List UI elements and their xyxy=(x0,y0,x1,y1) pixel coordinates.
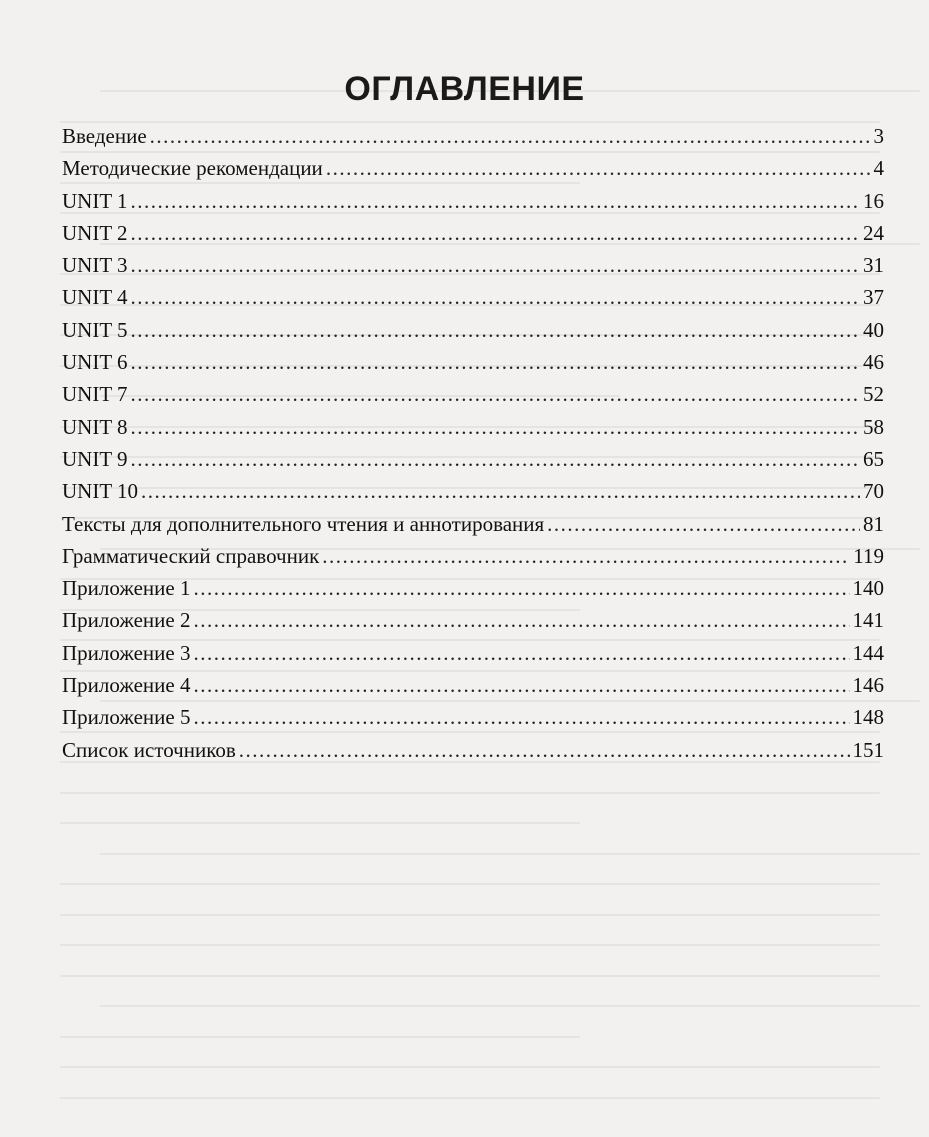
toc-entry-page-number: 37 xyxy=(863,285,884,310)
toc-entry xyxy=(62,152,884,184)
bleed-line xyxy=(60,1036,580,1038)
toc-entry-page-number: 81 xyxy=(863,511,884,536)
toc-entry-label: Введение xyxy=(62,124,147,148)
toc-entry-page-number: 58 xyxy=(863,414,884,439)
toc-entry-label: Приложение 5 xyxy=(62,705,191,730)
toc-leader-dots xyxy=(547,508,860,540)
toc-entry-label: UNIT 8 xyxy=(62,414,128,439)
toc-entry-page-number: 46 xyxy=(863,350,884,375)
toc-leader-dots xyxy=(131,281,860,313)
toc-entry xyxy=(62,120,884,152)
toc-leader-dots xyxy=(141,475,860,507)
toc-entry-label: Грамматический справочник xyxy=(62,543,320,568)
toc-entry-label: Приложение 4 xyxy=(62,673,191,698)
bleed-line xyxy=(100,853,920,855)
toc-entry-label: UNIT 9 xyxy=(62,446,128,471)
toc-leader-dots xyxy=(193,701,849,733)
toc-entry-label: Приложение 1 xyxy=(62,576,191,601)
bleed-line xyxy=(100,1005,920,1007)
toc-entry xyxy=(62,572,884,604)
toc-leader-dots xyxy=(131,411,860,443)
toc-entry-page-number: 4 xyxy=(873,156,884,181)
toc-leader-dots xyxy=(131,217,860,249)
toc-leader-dots xyxy=(150,120,871,152)
toc-entry xyxy=(62,637,884,669)
toc-entry-label: UNIT 3 xyxy=(62,253,128,278)
bleed-line xyxy=(60,792,880,794)
toc-entry-label: Список источников xyxy=(62,737,236,762)
toc-entry xyxy=(62,281,884,313)
toc-entry-label: UNIT 10 xyxy=(62,479,139,504)
toc-entry-page-number: 144 xyxy=(852,640,884,665)
toc-entry-page-number: 3 xyxy=(873,124,884,148)
toc-entry xyxy=(62,378,884,410)
toc-leader-dots xyxy=(131,249,860,281)
toc-entry xyxy=(62,701,884,733)
toc-entry-label: UNIT 5 xyxy=(62,317,128,342)
bleed-line xyxy=(60,914,880,916)
toc-entry-page-number: 151 xyxy=(852,737,884,762)
table-of-contents xyxy=(62,120,884,766)
toc-leader-dots xyxy=(322,540,850,572)
toc-entry-page-number: 65 xyxy=(863,446,884,471)
toc-entry-page-number: 140 xyxy=(852,576,884,601)
toc-leader-dots xyxy=(131,443,860,475)
toc-entry-page-number: 52 xyxy=(863,382,884,407)
toc-entry xyxy=(62,443,884,475)
toc-leader-dots xyxy=(193,572,849,604)
toc-entry-page-number: 148 xyxy=(852,705,884,730)
toc-leader-dots xyxy=(131,378,860,410)
toc-leader-dots xyxy=(193,604,849,636)
toc-entry xyxy=(62,217,884,249)
toc-leader-dots xyxy=(131,314,860,346)
toc-entry xyxy=(62,540,884,572)
toc-entry xyxy=(62,249,884,281)
toc-entry-label: Приложение 3 xyxy=(62,640,191,665)
toc-entry xyxy=(62,411,884,443)
toc-entry-page-number: 119 xyxy=(853,543,884,568)
toc-entry-page-number: 24 xyxy=(863,220,884,245)
toc-entry-label: UNIT 2 xyxy=(62,220,128,245)
toc-leader-dots xyxy=(193,669,849,701)
toc-entry-label: UNIT 1 xyxy=(62,188,128,213)
toc-leader-dots xyxy=(193,637,849,669)
toc-leader-dots xyxy=(131,185,860,217)
toc-entry-page-number: 16 xyxy=(863,188,884,213)
toc-entry xyxy=(62,185,884,217)
page-title: ОГЛАВЛЕНИЕ xyxy=(344,70,585,108)
bleed-line xyxy=(60,1066,880,1068)
toc-entry xyxy=(62,669,884,701)
bleed-line xyxy=(60,822,580,824)
toc-entry xyxy=(62,604,884,636)
toc-entry-page-number: 31 xyxy=(863,253,884,278)
toc-leader-dots xyxy=(239,734,850,766)
toc-entry-label: UNIT 4 xyxy=(62,285,128,310)
toc-entry xyxy=(62,475,884,507)
toc-entry-label: UNIT 6 xyxy=(62,350,128,375)
bleed-line xyxy=(60,975,880,977)
toc-leader-dots xyxy=(326,152,871,184)
toc-entry-page-number: 40 xyxy=(863,317,884,342)
toc-leader-dots xyxy=(131,346,860,378)
toc-entry-page-number: 141 xyxy=(852,608,884,633)
toc-entry xyxy=(62,734,884,766)
bleed-line xyxy=(60,883,880,885)
toc-entry-label: UNIT 7 xyxy=(62,382,128,407)
toc-entry-label: Приложение 2 xyxy=(62,608,191,633)
toc-entry-label: Тексты для дополнительного чтения и аннотирования xyxy=(62,511,545,536)
bleed-line xyxy=(60,1097,880,1099)
toc-entry xyxy=(62,314,884,346)
toc-entry-page-number: 70 xyxy=(863,479,884,504)
bleed-line xyxy=(60,944,880,946)
toc-entry xyxy=(62,346,884,378)
toc-entry-label: Методические рекомендации xyxy=(62,156,323,181)
toc-entry-page-number: 146 xyxy=(852,673,884,698)
toc-entry xyxy=(62,508,884,540)
